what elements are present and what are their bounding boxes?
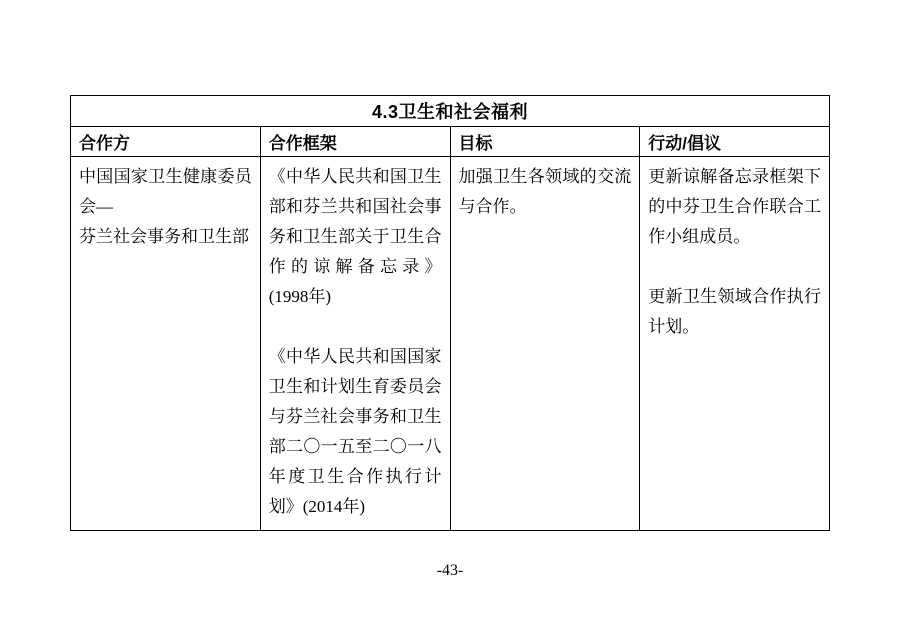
table-header-row bbox=[71, 127, 830, 157]
actions-paragraph-1: 更新谅解备忘录框架下的中芬卫生合作联合工作小组成员。 bbox=[648, 167, 821, 246]
table-row bbox=[71, 157, 830, 531]
partner-line-2: 芬兰社会事务和卫生部 bbox=[79, 227, 249, 246]
cell-goal bbox=[450, 157, 640, 531]
cell-partner bbox=[71, 157, 261, 531]
table-title: 4.3卫生和社会福利 bbox=[71, 96, 830, 127]
table-title-row bbox=[71, 96, 830, 127]
actions-paragraph-2: 更新卫生领域合作执行计划。 bbox=[648, 287, 821, 336]
cooperation-table bbox=[70, 95, 830, 531]
partner-line-1: 中国国家卫生健康委员会— bbox=[79, 167, 252, 216]
column-header-actions: 行动/倡议 bbox=[640, 127, 830, 157]
framework-paragraph-2: 《中华人民共和国国家卫生和计划生育委员会与芬兰社会事务和卫生部二〇一五至二〇一八年度卫生合作执行计划》(2014年) bbox=[268, 347, 442, 516]
column-header-partner: 合作方 bbox=[71, 127, 261, 157]
cell-actions bbox=[640, 157, 830, 531]
column-header-goal: 目标 bbox=[450, 127, 640, 157]
framework-paragraph-1: 《中华人民共和国卫生部和芬兰共和国社会事务和卫生部关于卫生合作的谅解备忘录》(1998年) bbox=[268, 167, 442, 306]
column-header-framework: 合作框架 bbox=[260, 127, 450, 157]
page-number: -43- bbox=[436, 562, 464, 579]
goal-paragraph: 加强卫生各领域的交流与合作。 bbox=[458, 167, 632, 216]
cell-framework bbox=[260, 157, 450, 531]
